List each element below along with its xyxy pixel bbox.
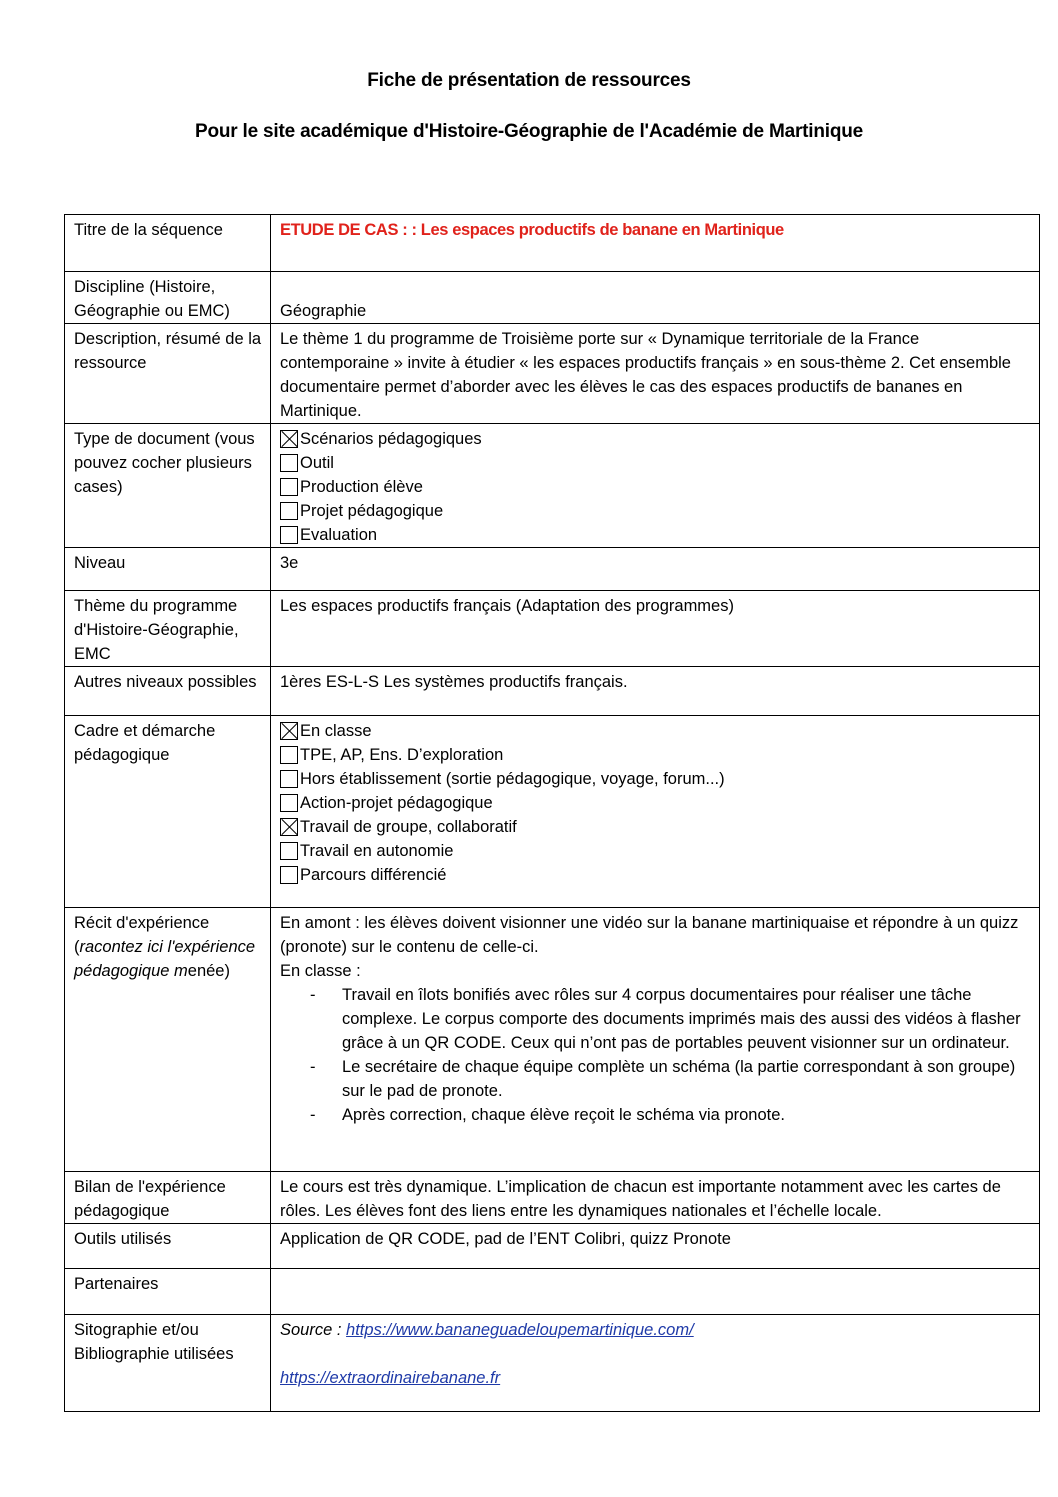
row-theme xyxy=(65,591,1040,667)
recit-label-end: ) xyxy=(224,962,230,980)
source-label: Source : xyxy=(280,1321,347,1339)
row-type-document xyxy=(65,424,1040,548)
row-sitographie xyxy=(65,1315,1040,1412)
recit-label-mid: enée xyxy=(187,962,225,980)
label-sitographie: Sitographie et/ou Bibliographie utilisées xyxy=(65,1315,271,1412)
row-titre xyxy=(65,215,1040,272)
checkbox-production-eleve[interactable] xyxy=(280,478,298,496)
checkbox-label: Travail de groupe, collaboratif xyxy=(300,818,517,836)
value-outils: Application de QR CODE, pad de l’ENT Colibri, quizz Pronote xyxy=(271,1224,1040,1269)
checkbox-label: Outil xyxy=(300,454,334,472)
label-autres-niveaux: Autres niveaux possibles xyxy=(65,667,271,716)
link-extraordinaire-banane[interactable]: https://extraordinairebanane.fr xyxy=(280,1369,501,1387)
checkbox-row-tpe[interactable] xyxy=(280,743,1031,767)
checkbox-autonomie[interactable] xyxy=(280,842,298,860)
resource-table xyxy=(64,214,1040,1412)
recit-label-start: Récit d'expérience ( xyxy=(74,914,210,956)
checkbox-travail-groupe[interactable] xyxy=(280,818,298,836)
list-item: - Le secrétaire de chaque équipe complète un schéma (la partie correspondant à son groupe) sur le pad de pronote. xyxy=(280,1055,1031,1103)
label-partenaires: Partenaires xyxy=(65,1269,271,1315)
value-type-document xyxy=(271,424,1040,548)
checkbox-label: TPE, AP, Ens. D’exploration xyxy=(300,746,504,764)
checkbox-label: Evaluation xyxy=(300,526,378,544)
value-partenaires xyxy=(271,1269,1040,1315)
row-partenaires xyxy=(65,1269,1040,1315)
value-description: Le thème 1 du programme de Troisième porte sur « Dynamique territoriale de la France contemporaine » invite à étudier « les espaces productifs français » en sous-thème 2. Cet ensemble documentaire permet d’aborder avec les élèves le cas des espaces productifs de bananes en Martinique. xyxy=(271,324,1040,424)
checkbox-en-classe[interactable] xyxy=(280,722,298,740)
value-discipline: Géographie xyxy=(271,272,1040,324)
label-niveau: Niveau xyxy=(65,548,271,591)
recit-en-classe: En classe : xyxy=(280,962,361,980)
checkbox-projet-pedagogique[interactable] xyxy=(280,502,298,520)
row-cadre xyxy=(65,716,1040,908)
value-bilan: Le cours est très dynamique. L’implication de chacun est importante notamment avec les cartes de rôles. Les élèves font des liens entre les dynamiques nationales et l’échelle locale. xyxy=(271,1172,1040,1224)
document-subtitle: Pour le site académique d'Histoire-Géographie de l'Académie de Martinique xyxy=(194,121,864,142)
checkbox-evaluation[interactable] xyxy=(280,526,298,544)
link-banane-guadeloupe[interactable]: https://www.bananeguadeloupemartinique.com/ xyxy=(346,1321,694,1339)
row-autres-niveaux xyxy=(65,667,1040,716)
checkbox-tpe[interactable] xyxy=(280,746,298,764)
checkbox-action-projet[interactable] xyxy=(280,794,298,812)
checkbox-row-action-projet[interactable] xyxy=(280,791,1031,815)
recit-list xyxy=(280,983,1031,1127)
checkbox-row-evaluation[interactable] xyxy=(280,523,1031,547)
checkbox-row-scenarios[interactable] xyxy=(280,427,1031,451)
row-discipline xyxy=(65,272,1040,324)
recit-label-italic: racontez ici l'expérience pédagogique m xyxy=(74,938,256,980)
row-outils xyxy=(65,1224,1040,1269)
label-bilan: Bilan de l'expérience pédagogique xyxy=(65,1172,271,1224)
label-recit xyxy=(65,908,271,1172)
checkbox-row-autonomie[interactable] xyxy=(280,839,1031,863)
checkbox-row-hors-etablissement[interactable] xyxy=(280,767,1031,791)
checkbox-outil[interactable] xyxy=(280,454,298,472)
label-description: Description, résumé de la ressource xyxy=(65,324,271,424)
label-cadre: Cadre et démarche pédagogique xyxy=(65,716,271,908)
value-cadre xyxy=(271,716,1040,908)
checkbox-row-en-classe[interactable] xyxy=(280,719,1031,743)
checkbox-hors-etablissement[interactable] xyxy=(280,770,298,788)
checkbox-row-outil[interactable] xyxy=(280,451,1031,475)
label-titre: Titre de la séquence xyxy=(65,215,271,272)
label-type-document: Type de document (vous pouvez cocher plusieurs cases) xyxy=(65,424,271,548)
checkbox-label: Scénarios pédagogiques xyxy=(300,430,482,448)
list-item: - Travail en îlots bonifiés avec rôles sur 4 corpus documentaires pour réaliser une tâche complexe. Le corpus comporte des documents imprimés mais des aussi des vidéos à flasher grâce à un QR CODE. Ceux qui n’ont pas de portables peuvent visionner sur un ordinateur. xyxy=(280,983,1031,1055)
value-theme: Les espaces productifs français (Adaptation des programmes) xyxy=(271,591,1040,667)
checkbox-row-production-eleve[interactable] xyxy=(280,475,1031,499)
value-sitographie xyxy=(271,1315,1040,1412)
checkbox-label: Parcours différencié xyxy=(300,866,447,884)
value-autres-niveaux: 1ères ES-L-S Les systèmes productifs français. xyxy=(271,667,1040,716)
list-item: - Après correction, chaque élève reçoit le schéma via pronote. xyxy=(280,1103,1031,1127)
label-discipline: Discipline (Histoire, Géographie ou EMC) xyxy=(65,272,271,324)
label-outils: Outils utilisés xyxy=(65,1224,271,1269)
row-description xyxy=(65,324,1040,424)
checkbox-label: Travail en autonomie xyxy=(300,842,454,860)
checkbox-row-projet-pedagogique[interactable] xyxy=(280,499,1031,523)
document-title: Fiche de présentation de ressources xyxy=(367,70,691,91)
recit-intro: En amont : les élèves doivent visionner une vidéo sur la banane martiniquaise et répondre à un quizz (pronote) sur le contenu de celle-ci. xyxy=(280,914,1019,956)
row-recit xyxy=(65,908,1040,1172)
value-recit xyxy=(271,908,1040,1172)
checkbox-label: Projet pédagogique xyxy=(300,502,444,520)
sequence-title: ETUDE DE CAS : : Les espaces productifs de banane en Martinique xyxy=(280,221,784,239)
checkbox-row-parcours-differencie[interactable] xyxy=(280,863,1031,887)
checkbox-row-travail-groupe[interactable] xyxy=(280,815,1031,839)
checkbox-label: En classe xyxy=(300,722,372,740)
row-niveau xyxy=(65,548,1040,591)
value-niveau: 3e xyxy=(271,548,1040,591)
label-theme: Thème du programme d'Histoire-Géographie, EMC xyxy=(65,591,271,667)
checkbox-label: Hors établissement (sortie pédagogique, voyage, forum...) xyxy=(300,770,725,788)
value-titre xyxy=(271,215,1040,272)
checkbox-parcours-differencie[interactable] xyxy=(280,866,298,884)
checkbox-scenarios[interactable] xyxy=(280,430,298,448)
checkbox-label: Action-projet pédagogique xyxy=(300,794,493,812)
row-bilan xyxy=(65,1172,1040,1224)
checkbox-label: Production élève xyxy=(300,478,423,496)
